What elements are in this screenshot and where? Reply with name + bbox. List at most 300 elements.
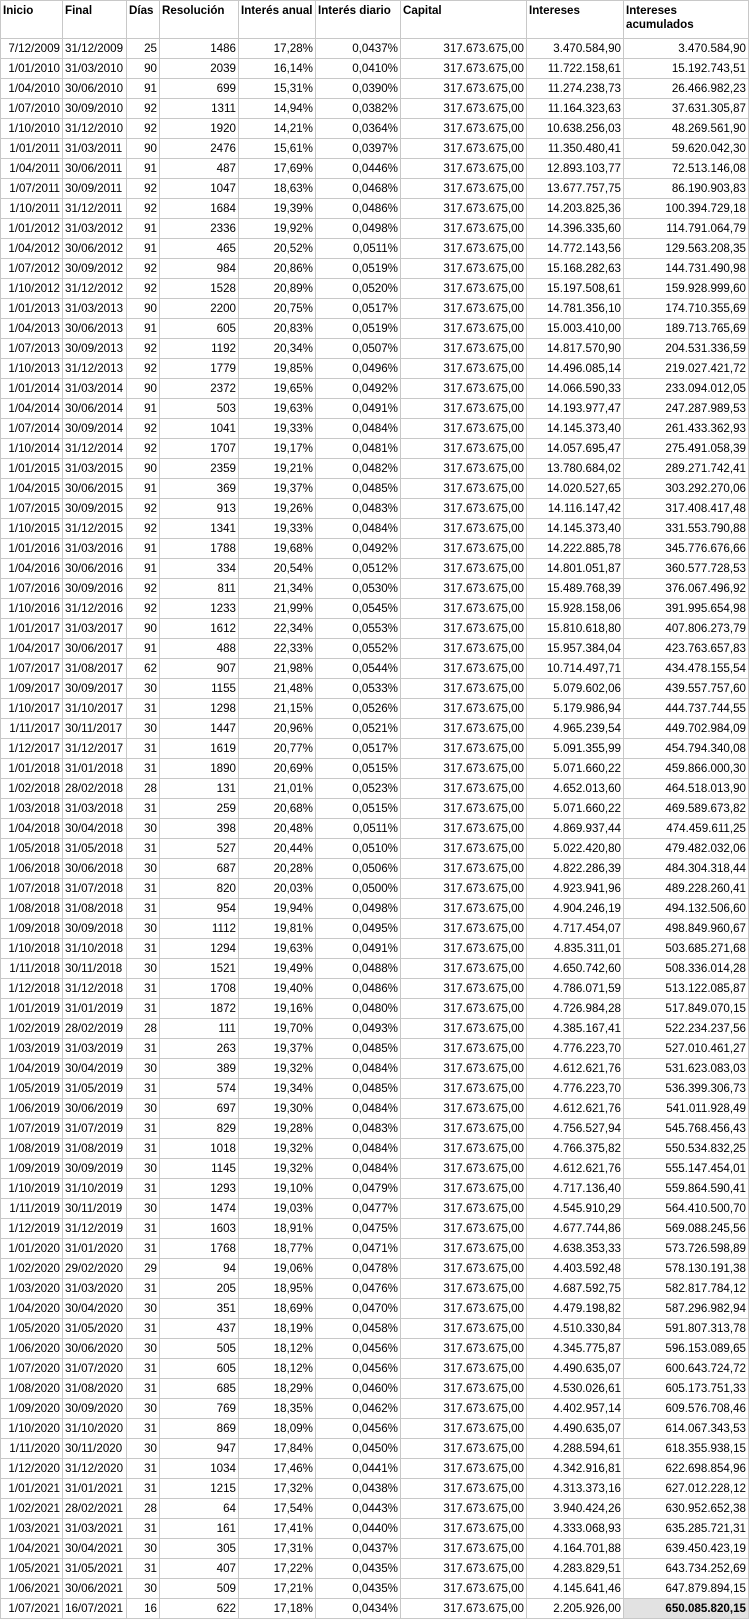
cell-dias[interactable]: 30: [127, 1199, 160, 1219]
cell-dias[interactable]: 31: [127, 1419, 160, 1439]
cell-resolucion[interactable]: 2476: [160, 139, 239, 159]
cell-resolucion[interactable]: 1486: [160, 39, 239, 59]
cell-intereses[interactable]: 4.638.353,33: [527, 1239, 624, 1259]
cell-final[interactable]: 30/06/2011: [63, 159, 127, 179]
cell-interes-diario[interactable]: 0,0511%: [316, 819, 401, 839]
cell-dias[interactable]: 25: [127, 39, 160, 59]
cell-capital[interactable]: 317.673.675,00: [401, 439, 527, 459]
cell-inicio[interactable]: 1/09/2019: [1, 1159, 63, 1179]
cell-intereses-acumulados[interactable]: 513.122.085,87: [624, 979, 749, 999]
cell-interes-anual[interactable]: 17,46%: [239, 1459, 316, 1479]
cell-capital[interactable]: 317.673.675,00: [401, 1219, 527, 1239]
cell-intereses[interactable]: 4.677.744,86: [527, 1219, 624, 1239]
cell-interes-anual[interactable]: 19,92%: [239, 219, 316, 239]
cell-intereses[interactable]: 2.205.926,00: [527, 1599, 624, 1619]
cell-intereses[interactable]: 4.652.013,60: [527, 779, 624, 799]
cell-capital[interactable]: 317.673.675,00: [401, 1099, 527, 1119]
cell-intereses[interactable]: 4.490.635,07: [527, 1359, 624, 1379]
cell-final[interactable]: 31/03/2017: [63, 619, 127, 639]
cell-dias[interactable]: 31: [127, 699, 160, 719]
cell-final[interactable]: 31/12/2013: [63, 359, 127, 379]
cell-capital[interactable]: 317.673.675,00: [401, 1239, 527, 1259]
cell-inicio[interactable]: 1/10/2010: [1, 119, 63, 139]
cell-inicio[interactable]: 1/01/2013: [1, 299, 63, 319]
cell-final[interactable]: 30/09/2012: [63, 259, 127, 279]
cell-intereses[interactable]: 4.402.957,14: [527, 1399, 624, 1419]
cell-interes-diario[interactable]: 0,0479%: [316, 1179, 401, 1199]
cell-capital[interactable]: 317.673.675,00: [401, 1579, 527, 1599]
cell-interes-anual[interactable]: 20,54%: [239, 559, 316, 579]
cell-inicio[interactable]: 1/04/2014: [1, 399, 63, 419]
cell-inicio[interactable]: 1/10/2011: [1, 199, 63, 219]
cell-interes-anual[interactable]: 18,69%: [239, 1299, 316, 1319]
cell-dias[interactable]: 31: [127, 739, 160, 759]
cell-intereses-acumulados[interactable]: 48.269.561,90: [624, 119, 749, 139]
cell-inicio[interactable]: 1/08/2018: [1, 899, 63, 919]
cell-interes-diario[interactable]: 0,0544%: [316, 659, 401, 679]
cell-interes-diario[interactable]: 0,0443%: [316, 1499, 401, 1519]
cell-interes-diario[interactable]: 0,0493%: [316, 1019, 401, 1039]
cell-interes-diario[interactable]: 0,0437%: [316, 39, 401, 59]
cell-interes-anual[interactable]: 17,54%: [239, 1499, 316, 1519]
cell-intereses[interactable]: 4.786.071,59: [527, 979, 624, 999]
cell-capital[interactable]: 317.673.675,00: [401, 419, 527, 439]
cell-final[interactable]: 31/12/2009: [63, 39, 127, 59]
cell-resolucion[interactable]: 769: [160, 1399, 239, 1419]
cell-interes-anual[interactable]: 19,85%: [239, 359, 316, 379]
cell-intereses[interactable]: 5.071.660,22: [527, 799, 624, 819]
cell-intereses-acumulados[interactable]: 614.067.343,53: [624, 1419, 749, 1439]
cell-final[interactable]: 31/08/2019: [63, 1139, 127, 1159]
cell-interes-anual[interactable]: 21,15%: [239, 699, 316, 719]
cell-intereses[interactable]: 4.923.941,96: [527, 879, 624, 899]
cell-intereses[interactable]: 4.403.592,48: [527, 1259, 624, 1279]
cell-interes-anual[interactable]: 18,35%: [239, 1399, 316, 1419]
cell-final[interactable]: 30/09/2014: [63, 419, 127, 439]
cell-intereses[interactable]: 12.893.103,77: [527, 159, 624, 179]
cell-resolucion[interactable]: 622: [160, 1599, 239, 1619]
cell-dias[interactable]: 31: [127, 1279, 160, 1299]
cell-intereses-acumulados[interactable]: 331.553.790,88: [624, 519, 749, 539]
cell-inicio[interactable]: 1/05/2018: [1, 839, 63, 859]
cell-interes-anual[interactable]: 17,41%: [239, 1519, 316, 1539]
cell-intereses[interactable]: 15.168.282,63: [527, 259, 624, 279]
cell-capital[interactable]: 317.673.675,00: [401, 1119, 527, 1139]
cell-interes-diario[interactable]: 0,0485%: [316, 1079, 401, 1099]
cell-resolucion[interactable]: 1041: [160, 419, 239, 439]
cell-resolucion[interactable]: 161: [160, 1519, 239, 1539]
cell-interes-diario[interactable]: 0,0515%: [316, 759, 401, 779]
cell-final[interactable]: 31/03/2020: [63, 1279, 127, 1299]
cell-capital[interactable]: 317.673.675,00: [401, 979, 527, 999]
cell-resolucion[interactable]: 699: [160, 79, 239, 99]
cell-inicio[interactable]: 1/01/2014: [1, 379, 63, 399]
cell-intereses-acumulados[interactable]: 578.130.191,38: [624, 1259, 749, 1279]
cell-dias[interactable]: 31: [127, 759, 160, 779]
cell-resolucion[interactable]: 811: [160, 579, 239, 599]
cell-capital[interactable]: 317.673.675,00: [401, 859, 527, 879]
cell-resolucion[interactable]: 1112: [160, 919, 239, 939]
cell-inicio[interactable]: 1/11/2017: [1, 719, 63, 739]
cell-final[interactable]: 30/04/2018: [63, 819, 127, 839]
cell-final[interactable]: 30/09/2011: [63, 179, 127, 199]
cell-interes-anual[interactable]: 19,26%: [239, 499, 316, 519]
cell-final[interactable]: 31/03/2011: [63, 139, 127, 159]
cell-resolucion[interactable]: 1192: [160, 339, 239, 359]
cell-intereses-acumulados[interactable]: 498.849.960,67: [624, 919, 749, 939]
cell-intereses[interactable]: 4.612.621,76: [527, 1059, 624, 1079]
cell-intereses[interactable]: 4.345.775,87: [527, 1339, 624, 1359]
cell-inicio[interactable]: 1/04/2017: [1, 639, 63, 659]
cell-resolucion[interactable]: 1707: [160, 439, 239, 459]
cell-final[interactable]: 30/06/2015: [63, 479, 127, 499]
cell-interes-anual[interactable]: 19,65%: [239, 379, 316, 399]
cell-resolucion[interactable]: 1034: [160, 1459, 239, 1479]
cell-intereses[interactable]: 4.650.742,60: [527, 959, 624, 979]
cell-dias[interactable]: 28: [127, 779, 160, 799]
cell-inicio[interactable]: 1/11/2019: [1, 1199, 63, 1219]
cell-dias[interactable]: 30: [127, 819, 160, 839]
cell-capital[interactable]: 317.673.675,00: [401, 1599, 527, 1619]
cell-intereses-acumulados[interactable]: 536.399.306,73: [624, 1079, 749, 1099]
cell-final[interactable]: 28/02/2021: [63, 1499, 127, 1519]
cell-interes-diario[interactable]: 0,0530%: [316, 579, 401, 599]
cell-capital[interactable]: 317.673.675,00: [401, 459, 527, 479]
cell-final[interactable]: 30/11/2019: [63, 1199, 127, 1219]
cell-resolucion[interactable]: 1708: [160, 979, 239, 999]
cell-dias[interactable]: 31: [127, 1379, 160, 1399]
cell-inicio[interactable]: 1/07/2012: [1, 259, 63, 279]
cell-final[interactable]: 31/12/2014: [63, 439, 127, 459]
cell-intereses[interactable]: 13.780.684,02: [527, 459, 624, 479]
cell-interes-diario[interactable]: 0,0434%: [316, 1599, 401, 1619]
cell-interes-diario[interactable]: 0,0450%: [316, 1439, 401, 1459]
cell-inicio[interactable]: 1/07/2019: [1, 1119, 63, 1139]
cell-resolucion[interactable]: 1779: [160, 359, 239, 379]
cell-final[interactable]: 31/12/2011: [63, 199, 127, 219]
cell-interes-diario[interactable]: 0,0446%: [316, 159, 401, 179]
cell-interes-anual[interactable]: 19,70%: [239, 1019, 316, 1039]
cell-intereses[interactable]: 14.801.051,87: [527, 559, 624, 579]
cell-interes-anual[interactable]: 19,68%: [239, 539, 316, 559]
cell-inicio[interactable]: 1/10/2018: [1, 939, 63, 959]
cell-resolucion[interactable]: 509: [160, 1579, 239, 1599]
cell-interes-anual[interactable]: 14,94%: [239, 99, 316, 119]
header-interes-anual[interactable]: Interés anual: [239, 1, 316, 39]
cell-inicio[interactable]: 1/04/2018: [1, 819, 63, 839]
cell-inicio[interactable]: 1/04/2021: [1, 1539, 63, 1559]
cell-dias[interactable]: 91: [127, 559, 160, 579]
cell-intereses-acumulados[interactable]: 643.734.252,69: [624, 1559, 749, 1579]
cell-interes-diario[interactable]: 0,0440%: [316, 1519, 401, 1539]
cell-dias[interactable]: 90: [127, 379, 160, 399]
cell-final[interactable]: 30/06/2014: [63, 399, 127, 419]
cell-dias[interactable]: 30: [127, 1399, 160, 1419]
cell-resolucion[interactable]: 605: [160, 319, 239, 339]
cell-interes-diario[interactable]: 0,0484%: [316, 419, 401, 439]
cell-dias[interactable]: 30: [127, 919, 160, 939]
cell-intereses-acumulados[interactable]: 59.620.042,30: [624, 139, 749, 159]
cell-dias[interactable]: 92: [127, 199, 160, 219]
cell-inicio[interactable]: 1/03/2019: [1, 1039, 63, 1059]
cell-final[interactable]: 31/12/2020: [63, 1459, 127, 1479]
cell-interes-diario[interactable]: 0,0533%: [316, 679, 401, 699]
cell-intereses-acumulados[interactable]: 484.304.318,44: [624, 859, 749, 879]
cell-final[interactable]: 31/10/2017: [63, 699, 127, 719]
cell-resolucion[interactable]: 1619: [160, 739, 239, 759]
cell-inicio[interactable]: 1/09/2017: [1, 679, 63, 699]
cell-interes-diario[interactable]: 0,0438%: [316, 1479, 401, 1499]
cell-intereses-acumulados[interactable]: 72.513.146,08: [624, 159, 749, 179]
cell-inicio[interactable]: 1/01/2019: [1, 999, 63, 1019]
cell-inicio[interactable]: 1/09/2018: [1, 919, 63, 939]
cell-interes-anual[interactable]: 21,34%: [239, 579, 316, 599]
cell-final[interactable]: 31/03/2013: [63, 299, 127, 319]
cell-interes-diario[interactable]: 0,0456%: [316, 1359, 401, 1379]
cell-interes-anual[interactable]: 19,37%: [239, 1039, 316, 1059]
cell-capital[interactable]: 317.673.675,00: [401, 1079, 527, 1099]
cell-intereses-acumulados[interactable]: 345.776.676,66: [624, 539, 749, 559]
cell-intereses-acumulados[interactable]: 219.027.421,72: [624, 359, 749, 379]
cell-capital[interactable]: 317.673.675,00: [401, 99, 527, 119]
cell-interes-anual[interactable]: 18,63%: [239, 179, 316, 199]
cell-capital[interactable]: 317.673.675,00: [401, 1199, 527, 1219]
cell-intereses-acumulados[interactable]: 454.794.340,08: [624, 739, 749, 759]
cell-interes-diario[interactable]: 0,0437%: [316, 1539, 401, 1559]
cell-resolucion[interactable]: 259: [160, 799, 239, 819]
cell-intereses-acumulados[interactable]: 609.576.708,46: [624, 1399, 749, 1419]
cell-dias[interactable]: 31: [127, 1479, 160, 1499]
cell-resolucion[interactable]: 1788: [160, 539, 239, 559]
header-intereses-acumulados[interactable]: Intereses acumulados: [624, 1, 749, 39]
cell-intereses[interactable]: 5.091.355,99: [527, 739, 624, 759]
cell-interes-diario[interactable]: 0,0475%: [316, 1219, 401, 1239]
cell-intereses-acumulados[interactable]: 204.531.336,59: [624, 339, 749, 359]
cell-interes-diario[interactable]: 0,0485%: [316, 1039, 401, 1059]
cell-resolucion[interactable]: 1047: [160, 179, 239, 199]
cell-interes-anual[interactable]: 17,21%: [239, 1579, 316, 1599]
cell-capital[interactable]: 317.673.675,00: [401, 899, 527, 919]
cell-intereses-acumulados[interactable]: 555.147.454,01: [624, 1159, 749, 1179]
cell-interes-anual[interactable]: 17,28%: [239, 39, 316, 59]
cell-intereses-acumulados[interactable]: 423.763.657,83: [624, 639, 749, 659]
cell-capital[interactable]: 317.673.675,00: [401, 1399, 527, 1419]
cell-dias[interactable]: 31: [127, 839, 160, 859]
cell-inicio[interactable]: 1/04/2012: [1, 239, 63, 259]
cell-final[interactable]: 31/03/2018: [63, 799, 127, 819]
cell-final[interactable]: 31/01/2020: [63, 1239, 127, 1259]
cell-intereses[interactable]: 11.164.323,63: [527, 99, 624, 119]
cell-interes-diario[interactable]: 0,0481%: [316, 439, 401, 459]
cell-interes-anual[interactable]: 18,95%: [239, 1279, 316, 1299]
cell-resolucion[interactable]: 574: [160, 1079, 239, 1099]
cell-dias[interactable]: 16: [127, 1599, 160, 1619]
cell-resolucion[interactable]: 2359: [160, 459, 239, 479]
cell-interes-anual[interactable]: 19,10%: [239, 1179, 316, 1199]
cell-resolucion[interactable]: 605: [160, 1359, 239, 1379]
cell-final[interactable]: 31/10/2020: [63, 1419, 127, 1439]
cell-capital[interactable]: 317.673.675,00: [401, 39, 527, 59]
cell-interes-diario[interactable]: 0,0390%: [316, 79, 401, 99]
cell-interes-diario[interactable]: 0,0483%: [316, 499, 401, 519]
cell-resolucion[interactable]: 1474: [160, 1199, 239, 1219]
cell-resolucion[interactable]: 954: [160, 899, 239, 919]
cell-capital[interactable]: 317.673.675,00: [401, 199, 527, 219]
cell-intereses[interactable]: 14.020.527,65: [527, 479, 624, 499]
cell-interes-diario[interactable]: 0,0477%: [316, 1199, 401, 1219]
cell-intereses[interactable]: 5.071.660,22: [527, 759, 624, 779]
cell-intereses-acumulados[interactable]: 444.737.744,55: [624, 699, 749, 719]
cell-dias[interactable]: 91: [127, 639, 160, 659]
cell-dias[interactable]: 91: [127, 479, 160, 499]
cell-interes-anual[interactable]: 21,99%: [239, 599, 316, 619]
cell-final[interactable]: 30/11/2018: [63, 959, 127, 979]
cell-resolucion[interactable]: 1521: [160, 959, 239, 979]
cell-intereses-acumulados[interactable]: 3.470.584,90: [624, 39, 749, 59]
cell-intereses-acumulados[interactable]: 159.928.999,60: [624, 279, 749, 299]
cell-intereses-acumulados[interactable]: 26.466.982,23: [624, 79, 749, 99]
cell-interes-anual[interactable]: 17,84%: [239, 1439, 316, 1459]
cell-inicio[interactable]: 1/01/2015: [1, 459, 63, 479]
cell-interes-anual[interactable]: 20,83%: [239, 319, 316, 339]
cell-dias[interactable]: 92: [127, 259, 160, 279]
cell-inicio[interactable]: 1/10/2016: [1, 599, 63, 619]
cell-interes-diario[interactable]: 0,0495%: [316, 919, 401, 939]
cell-intereses[interactable]: 4.145.641,46: [527, 1579, 624, 1599]
cell-final[interactable]: 30/09/2018: [63, 919, 127, 939]
cell-interes-anual[interactable]: 19,33%: [239, 519, 316, 539]
cell-interes-diario[interactable]: 0,0485%: [316, 479, 401, 499]
cell-interes-diario[interactable]: 0,0491%: [316, 939, 401, 959]
cell-intereses-acumulados[interactable]: 489.228.260,41: [624, 879, 749, 899]
cell-inicio[interactable]: 1/04/2011: [1, 159, 63, 179]
cell-interes-diario[interactable]: 0,0511%: [316, 239, 401, 259]
cell-final[interactable]: 31/01/2021: [63, 1479, 127, 1499]
cell-intereses[interactable]: 4.835.311,01: [527, 939, 624, 959]
cell-capital[interactable]: 317.673.675,00: [401, 1019, 527, 1039]
cell-interes-diario[interactable]: 0,0496%: [316, 359, 401, 379]
cell-inicio[interactable]: 1/08/2020: [1, 1379, 63, 1399]
cell-dias[interactable]: 30: [127, 859, 160, 879]
cell-dias[interactable]: 31: [127, 1519, 160, 1539]
cell-interes-diario[interactable]: 0,0484%: [316, 519, 401, 539]
cell-inicio[interactable]: 1/12/2018: [1, 979, 63, 999]
cell-intereses[interactable]: 4.333.068,93: [527, 1519, 624, 1539]
cell-interes-anual[interactable]: 20,86%: [239, 259, 316, 279]
cell-resolucion[interactable]: 1603: [160, 1219, 239, 1239]
cell-resolucion[interactable]: 984: [160, 259, 239, 279]
cell-capital[interactable]: 317.673.675,00: [401, 839, 527, 859]
cell-interes-anual[interactable]: 18,77%: [239, 1239, 316, 1259]
cell-intereses-acumulados[interactable]: 650.085.820,15: [624, 1599, 749, 1619]
cell-intereses[interactable]: 4.164.701,88: [527, 1539, 624, 1559]
cell-interes-anual[interactable]: 19,21%: [239, 459, 316, 479]
cell-capital[interactable]: 317.673.675,00: [401, 1519, 527, 1539]
cell-interes-diario[interactable]: 0,0435%: [316, 1579, 401, 1599]
cell-inicio[interactable]: 1/10/2020: [1, 1419, 63, 1439]
cell-final[interactable]: 31/12/2015: [63, 519, 127, 539]
cell-dias[interactable]: 31: [127, 979, 160, 999]
cell-capital[interactable]: 317.673.675,00: [401, 659, 527, 679]
cell-interes-diario[interactable]: 0,0523%: [316, 779, 401, 799]
header-resolucion[interactable]: Resolución: [160, 1, 239, 39]
cell-intereses-acumulados[interactable]: 639.450.423,19: [624, 1539, 749, 1559]
cell-final[interactable]: 30/04/2019: [63, 1059, 127, 1079]
cell-capital[interactable]: 317.673.675,00: [401, 379, 527, 399]
cell-dias[interactable]: 30: [127, 1339, 160, 1359]
cell-interes-anual[interactable]: 20,77%: [239, 739, 316, 759]
cell-inicio[interactable]: 1/01/2020: [1, 1239, 63, 1259]
cell-interes-diario[interactable]: 0,0510%: [316, 839, 401, 859]
cell-intereses[interactable]: 14.203.825,36: [527, 199, 624, 219]
cell-intereses-acumulados[interactable]: 635.285.721,31: [624, 1519, 749, 1539]
cell-interes-anual[interactable]: 20,52%: [239, 239, 316, 259]
cell-dias[interactable]: 30: [127, 1099, 160, 1119]
cell-dias[interactable]: 31: [127, 899, 160, 919]
cell-interes-diario[interactable]: 0,0517%: [316, 739, 401, 759]
cell-capital[interactable]: 317.673.675,00: [401, 919, 527, 939]
cell-intereses-acumulados[interactable]: 647.879.894,15: [624, 1579, 749, 1599]
cell-interes-diario[interactable]: 0,0476%: [316, 1279, 401, 1299]
cell-intereses-acumulados[interactable]: 144.731.490,98: [624, 259, 749, 279]
cell-dias[interactable]: 31: [127, 879, 160, 899]
cell-intereses[interactable]: 11.722.158,61: [527, 59, 624, 79]
cell-inicio[interactable]: 1/02/2018: [1, 779, 63, 799]
cell-inicio[interactable]: 1/07/2017: [1, 659, 63, 679]
header-dias[interactable]: Días: [127, 1, 160, 39]
cell-interes-anual[interactable]: 19,49%: [239, 959, 316, 979]
cell-final[interactable]: 30/06/2019: [63, 1099, 127, 1119]
cell-intereses[interactable]: 5.022.420,80: [527, 839, 624, 859]
cell-interes-anual[interactable]: 21,98%: [239, 659, 316, 679]
cell-intereses-acumulados[interactable]: 317.408.417,48: [624, 499, 749, 519]
cell-capital[interactable]: 317.673.675,00: [401, 1439, 527, 1459]
cell-intereses-acumulados[interactable]: 261.433.362,93: [624, 419, 749, 439]
cell-resolucion[interactable]: 369: [160, 479, 239, 499]
header-capital[interactable]: Capital: [401, 1, 527, 39]
cell-intereses[interactable]: 3.940.424,26: [527, 1499, 624, 1519]
cell-capital[interactable]: 317.673.675,00: [401, 699, 527, 719]
cell-interes-anual[interactable]: 19,40%: [239, 979, 316, 999]
cell-intereses[interactable]: 14.222.885,78: [527, 539, 624, 559]
cell-interes-anual[interactable]: 19,94%: [239, 899, 316, 919]
cell-final[interactable]: 30/11/2017: [63, 719, 127, 739]
cell-final[interactable]: 31/03/2010: [63, 59, 127, 79]
cell-final[interactable]: 30/09/2017: [63, 679, 127, 699]
cell-interes-anual[interactable]: 18,19%: [239, 1319, 316, 1339]
cell-dias[interactable]: 92: [127, 519, 160, 539]
cell-inicio[interactable]: 1/10/2014: [1, 439, 63, 459]
cell-resolucion[interactable]: 94: [160, 1259, 239, 1279]
cell-resolucion[interactable]: 398: [160, 819, 239, 839]
cell-dias[interactable]: 92: [127, 179, 160, 199]
cell-inicio[interactable]: 1/07/2016: [1, 579, 63, 599]
cell-intereses[interactable]: 15.489.768,39: [527, 579, 624, 599]
cell-capital[interactable]: 317.673.675,00: [401, 679, 527, 699]
cell-intereses-acumulados[interactable]: 100.394.729,18: [624, 199, 749, 219]
cell-capital[interactable]: 317.673.675,00: [401, 59, 527, 79]
cell-dias[interactable]: 31: [127, 1359, 160, 1379]
cell-intereses-acumulados[interactable]: 15.192.743,51: [624, 59, 749, 79]
cell-intereses-acumulados[interactable]: 247.287.989,53: [624, 399, 749, 419]
cell-intereses-acumulados[interactable]: 376.067.496,92: [624, 579, 749, 599]
cell-capital[interactable]: 317.673.675,00: [401, 1459, 527, 1479]
cell-interes-diario[interactable]: 0,0456%: [316, 1419, 401, 1439]
cell-capital[interactable]: 317.673.675,00: [401, 879, 527, 899]
cell-intereses-acumulados[interactable]: 494.132.506,60: [624, 899, 749, 919]
cell-final[interactable]: 30/09/2016: [63, 579, 127, 599]
cell-final[interactable]: 31/12/2016: [63, 599, 127, 619]
